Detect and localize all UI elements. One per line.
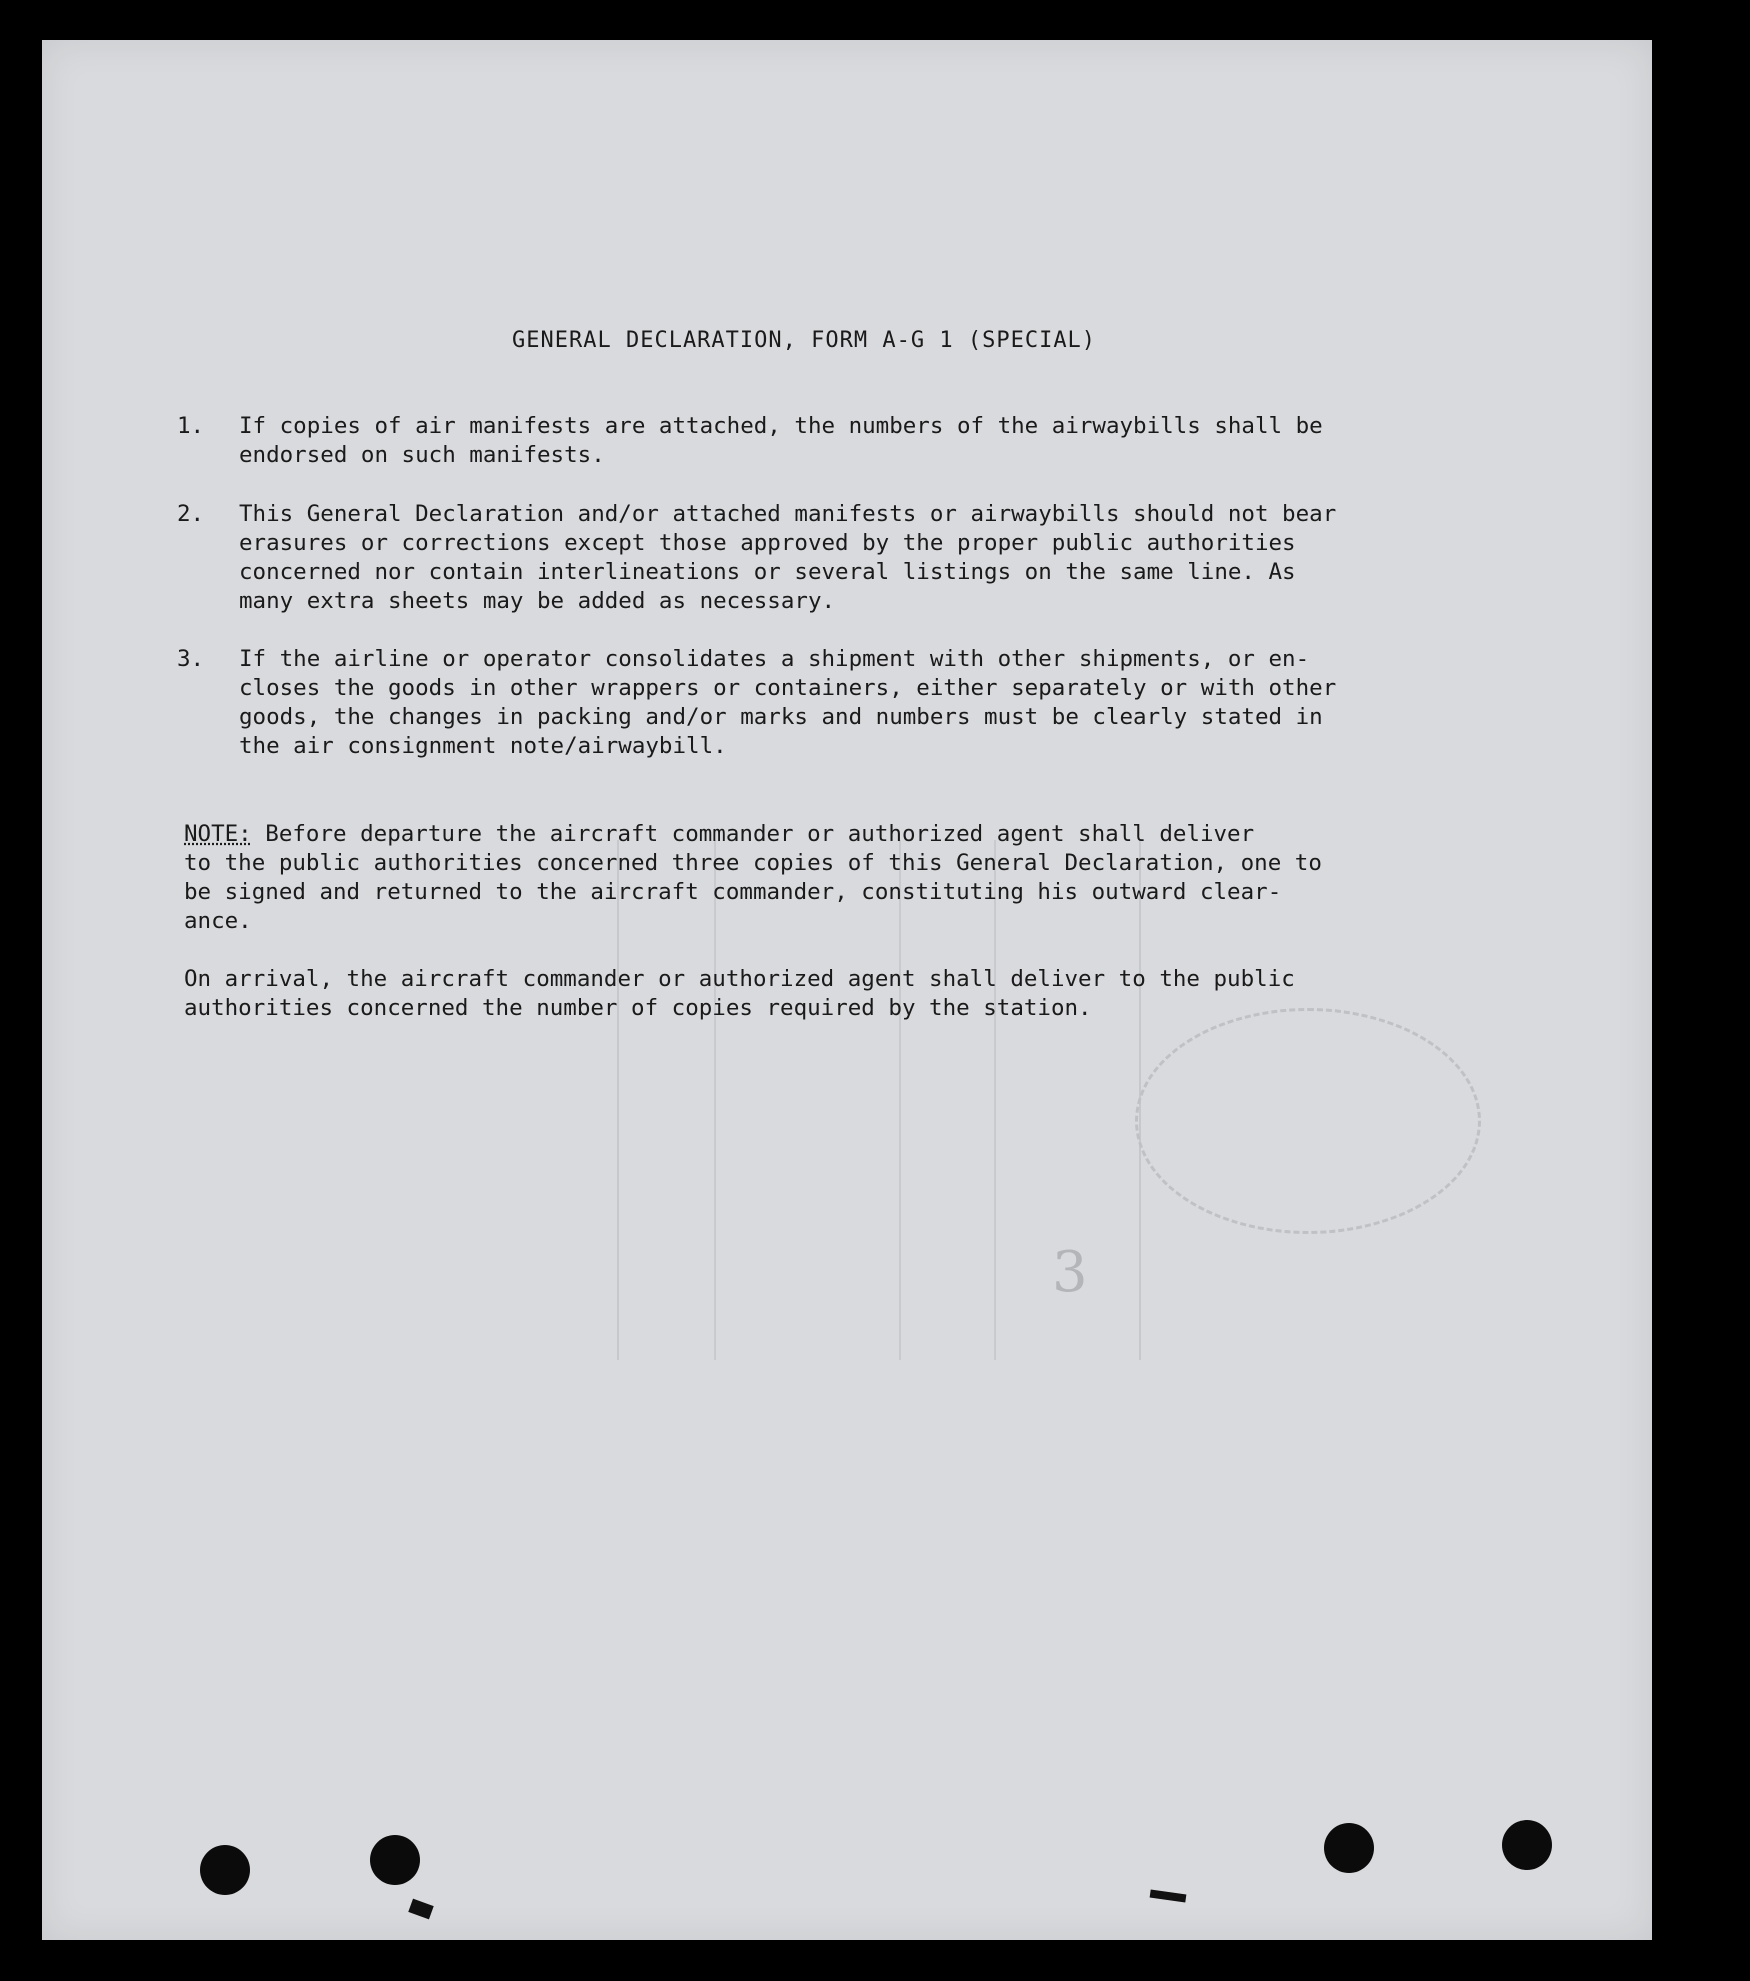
list-item [177,412,1557,470]
note-label: NOTE: [184,821,252,847]
list-item [177,645,1557,761]
note-paragraph [184,820,1559,936]
page-title: GENERAL DECLARATION, FORM A-G 1 (SPECIAL) [512,328,1097,353]
list-item-number: 2. [177,501,205,527]
document-page [42,40,1652,1940]
ink-smudge [1150,1890,1187,1903]
punch-hole [1324,1823,1374,1873]
list-item-number: 1. [177,413,205,439]
list-item-text: If copies of air manifests are attached, the numbers of the airwaybills shall be endorsed on such manifests. [239,413,1323,468]
punch-hole [200,1845,250,1895]
note-text: Before departure the aircraft commander or authorized agent shall deliver to the public authorities concerned three copies of this General Declaration, one to be signed and returned to the aircraft commander, constituting his outward clear- ance. [184,821,1322,934]
ink-smudge [408,1899,433,1920]
bleed-through-handwriting: 3 [1052,1240,1088,1305]
arrival-paragraph: On arrival, the aircraft commander or authorized agent shall deliver to the public authorities concerned the number of copies required by the station. [184,966,1295,1021]
list-item-number: 3. [177,646,205,672]
bleed-through-stamp [1135,1008,1481,1234]
list-item-text: This General Declaration and/or attached manifests or airwaybills should not bear erasures or corrections except those approved by the proper public authorities concerned nor contain interlineations or several listings on the same line. As many extra sheets may be added as necessary. [239,501,1337,614]
punch-hole [1502,1820,1552,1870]
list-item [177,500,1557,616]
punch-hole [370,1835,420,1885]
list-item-text: If the airline or operator consolidates a shipment with other shipments, or en- closes the goods in other wrappers or containers, either separately or with other goods, the changes in packing and/or marks and numbers must be clearly stated in the air consignment note/airwaybill. [239,646,1337,759]
